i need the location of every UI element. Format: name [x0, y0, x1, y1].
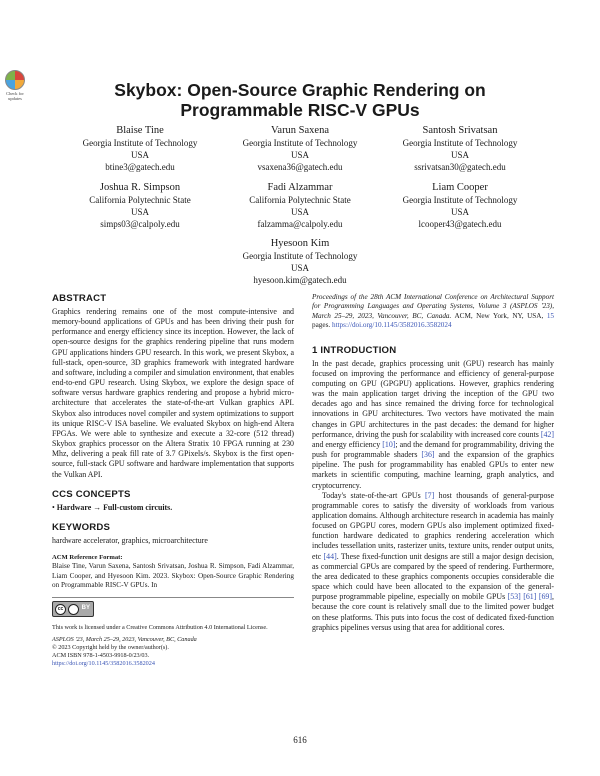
author-affiliation: Georgia Institute of Technology	[402, 138, 518, 148]
abstract-heading: ABSTRACT	[52, 293, 107, 304]
ccs-category: Hardware	[56, 502, 92, 512]
author-block	[360, 181, 560, 230]
author-affiliation: Georgia Institute of Technology	[402, 195, 518, 205]
copyright-line: © 2023 Copyright held by the owner/author(s).	[52, 643, 169, 651]
ccs-bullet: •	[52, 502, 55, 512]
author-name: Blaise Tine	[116, 125, 164, 136]
author-email[interactable]: lcooper43@gatech.edu	[418, 219, 502, 229]
author-country: USA	[290, 207, 309, 217]
author-email[interactable]: hyesoon.kim@gatech.edu	[253, 275, 347, 285]
intro-text: and the expansion of the graphics pipeline. The push for programmability has enabled GPUs to enter new markets in scientific computing, machine learning, graph analytics, and cryptocurrency.	[312, 450, 554, 490]
author-block	[360, 124, 560, 173]
citation-link[interactable]: [53]	[507, 592, 521, 602]
author-country: USA	[130, 207, 149, 217]
intro-text: , because the core count is relatively small due to the limited power budget on these platforms. This puts into focus the cost of dedicated fixed-function graphics pipelines versus using that area for additional cores.	[312, 592, 554, 632]
author-country: USA	[290, 150, 309, 160]
author-country: USA	[130, 150, 149, 160]
ccs-period: .	[170, 502, 173, 512]
intro-paragraph-1	[312, 359, 554, 491]
badge-label: Check for updates	[6, 91, 24, 101]
author-block	[200, 237, 400, 286]
author-affiliation: California Polytechnic State	[249, 195, 351, 205]
check-for-updates-icon	[5, 70, 25, 90]
author-name: Joshua R. Simpson	[99, 182, 181, 193]
intro-text: Today's state-of-the-art GPUs	[322, 490, 421, 500]
acm-ref-label: ACM Reference Format:	[52, 553, 123, 561]
acm-ref-pages[interactable]: 15	[546, 311, 555, 320]
keywords-heading: KEYWORDS	[52, 521, 111, 533]
isbn-line: ACM ISBN 978-1-4503-9918-0/23/03.	[52, 652, 150, 660]
by-person-icon	[68, 604, 79, 615]
ccs-concept: Full-custom circuits	[103, 502, 171, 512]
intro-text: and energy efficiency	[312, 439, 381, 449]
citation-link[interactable]: [42]	[540, 429, 554, 439]
author-name: Varun Saxena	[270, 125, 330, 136]
acm-ref-doi-link[interactable]: https://doi.org/10.1145/3582016.3582024	[331, 321, 452, 330]
acm-ref-text: Blaise Tine, Varun Saxena, Santosh Srivatsan, Joshua R. Simpson, Fadi Alzammar, Liam Cooper, and Hyesoon Kim. 2023. Skybox: Open-Source Graphic Rendering on Programmable RISC-V GPUs. In	[52, 562, 294, 590]
conference-line: ASPLOS '23, March 25–29, 2023, Vancouver, BC, Canada	[52, 635, 197, 643]
author-email[interactable]: simps03@calpoly.edu	[100, 219, 180, 229]
intro-text: host thousands of general-purpose programmable cores to satisfy the diversity of workloads from various application domains. Although architecture research in academia has mainly focused on GPGPU cores, modern GPUs also implement optimized fixed-function hardware dedicated to graphics rendering acceleration which includes tessellation units, rasterizer units, texture units, render output units, etc	[312, 490, 554, 561]
acm-ref-publisher: ACM, New York, NY, USA,	[454, 311, 544, 320]
author-email[interactable]: ssrivatsan30@gatech.edu	[414, 162, 506, 172]
author-affiliation: Georgia Institute of Technology	[242, 251, 358, 261]
author-name: Fadi Alzammar	[267, 182, 333, 193]
intro-text: In the past decade, graphics processing unit (GPU) research has mainly focused on improving the performance and efficiency of general-purpose computing on GPU (GPGPU) applications. However, graphics rendering was the main application target driving the inception of the GPU two decades ago and has since remained the driving force for technological innovations in GPU architectures. Two vectors have motivated the main changes in GPU architectures in the past decades: the demand for higher performance, driving the push for scalability with increased core counts	[312, 358, 554, 439]
author-affiliation: California Polytechnic State	[89, 195, 191, 205]
check-for-updates-badge[interactable]	[2, 70, 28, 101]
ccs-arrow: →	[93, 502, 102, 512]
ccs-heading: CCS CONCEPTS	[52, 488, 131, 500]
author-affiliation: Georgia Institute of Technology	[82, 138, 198, 148]
page-number: 616	[293, 735, 307, 745]
left-column	[52, 293, 294, 668]
author-country: USA	[450, 207, 469, 217]
cc-by-license-badge[interactable]	[52, 601, 94, 617]
author-country: USA	[450, 150, 469, 160]
abstract-text: Graphics rendering remains one of the most compute-intensive and memory-bound applications of GPUs and has been driving their push for performance and energy efficiency since its inception. However, the lack of open-source designs for the graphics rendering pipeline that runs modern GPU applications hinders GPU research. In this work, we present Skybox, a full-stack, open-source, 3D graphics framework with integrated hardware and software, including a compiler and simulation environment, that enables end-to-end GPU research. Using Skybox, we explore the design space of software versus hardware graphics rendering and propose a hybrid micro-architecture that accelerates the state-of-the-art Vulkan graphics API. Skybox also introduces novel compiler and system optimizations to support its unique RISC-V ISA baseline. We evaluated Skybox on high-end Altera FPGAs. We were able to synthesize and execute a 32-core (512 thread) Skybox graphics processor on the Altera Stratix 10 FPGA running at 230 Mhz, delivering a peak fill rate of 3.7 GPixels/s. Skybox is the first open-source, full-stack GPU software and hardware implementation that supports the Vulkan API.	[52, 307, 294, 479]
author-name: Liam Cooper	[432, 182, 488, 193]
citation-link[interactable]: [61]	[523, 592, 537, 602]
intro-text: . These fixed-function unit designs are still a major design decision, as commercial GPUs are compared by the speed of rendering. Furthermore, the area dedicated to these graphics components occupies considerable die space which could have been allocated to the expansion of the general-purpose programmable pipeline, especially on mobile GPUs	[312, 551, 554, 602]
intro-paragraph-2	[312, 491, 554, 633]
author-name: Santosh Srivatsan	[422, 125, 498, 136]
citation-link[interactable]: [69]	[538, 592, 552, 602]
author-affiliation: Georgia Institute of Technology	[242, 138, 358, 148]
acm-ref-continuation	[312, 293, 554, 331]
cc-by-text: BY	[81, 604, 90, 611]
ccs-concepts	[52, 503, 294, 513]
author-email[interactable]: falzamma@calpoly.edu	[257, 219, 343, 229]
license-text: This work is licensed under a Creative Commons Attribution 4.0 International License.	[52, 623, 268, 631]
keywords-text: hardware accelerator, graphics, microarchitecture	[52, 535, 208, 545]
author-country: USA	[290, 263, 309, 273]
citation-link[interactable]: [10]	[382, 439, 396, 449]
citation-link[interactable]: [36]	[421, 450, 435, 460]
citation-link[interactable]: [44]	[323, 551, 337, 561]
intro-heading: 1 INTRODUCTION	[312, 344, 397, 356]
right-column	[312, 293, 554, 633]
intro-text: ; and the demand for programmability, driving the push for programmable shaders	[312, 439, 555, 460]
acm-ref-venue: Proceedings of the 28th ACM International Conference on Architectural Support for Programming Languages and Operating Systems, Volume 3 (ASPLOS '23), March 25–29, 2023, Vancouver, BC, Canada.	[312, 293, 554, 320]
paper-title: Skybox: Open-Source Graphic Rendering on Programmable RISC-V GPUs	[114, 80, 486, 120]
footnote-divider	[52, 597, 294, 598]
author-email[interactable]: vsaxena36@gatech.edu	[257, 162, 343, 172]
license-doi-link[interactable]: https://doi.org/10.1145/3582016.3582024	[52, 660, 155, 668]
citation-link[interactable]: [7]	[425, 490, 435, 500]
author-name: Hyesoon Kim	[270, 238, 330, 249]
acm-ref-pages-suffix: pages.	[312, 321, 331, 330]
cc-icon: cc	[55, 604, 66, 615]
author-email[interactable]: btine3@gatech.edu	[105, 162, 175, 172]
